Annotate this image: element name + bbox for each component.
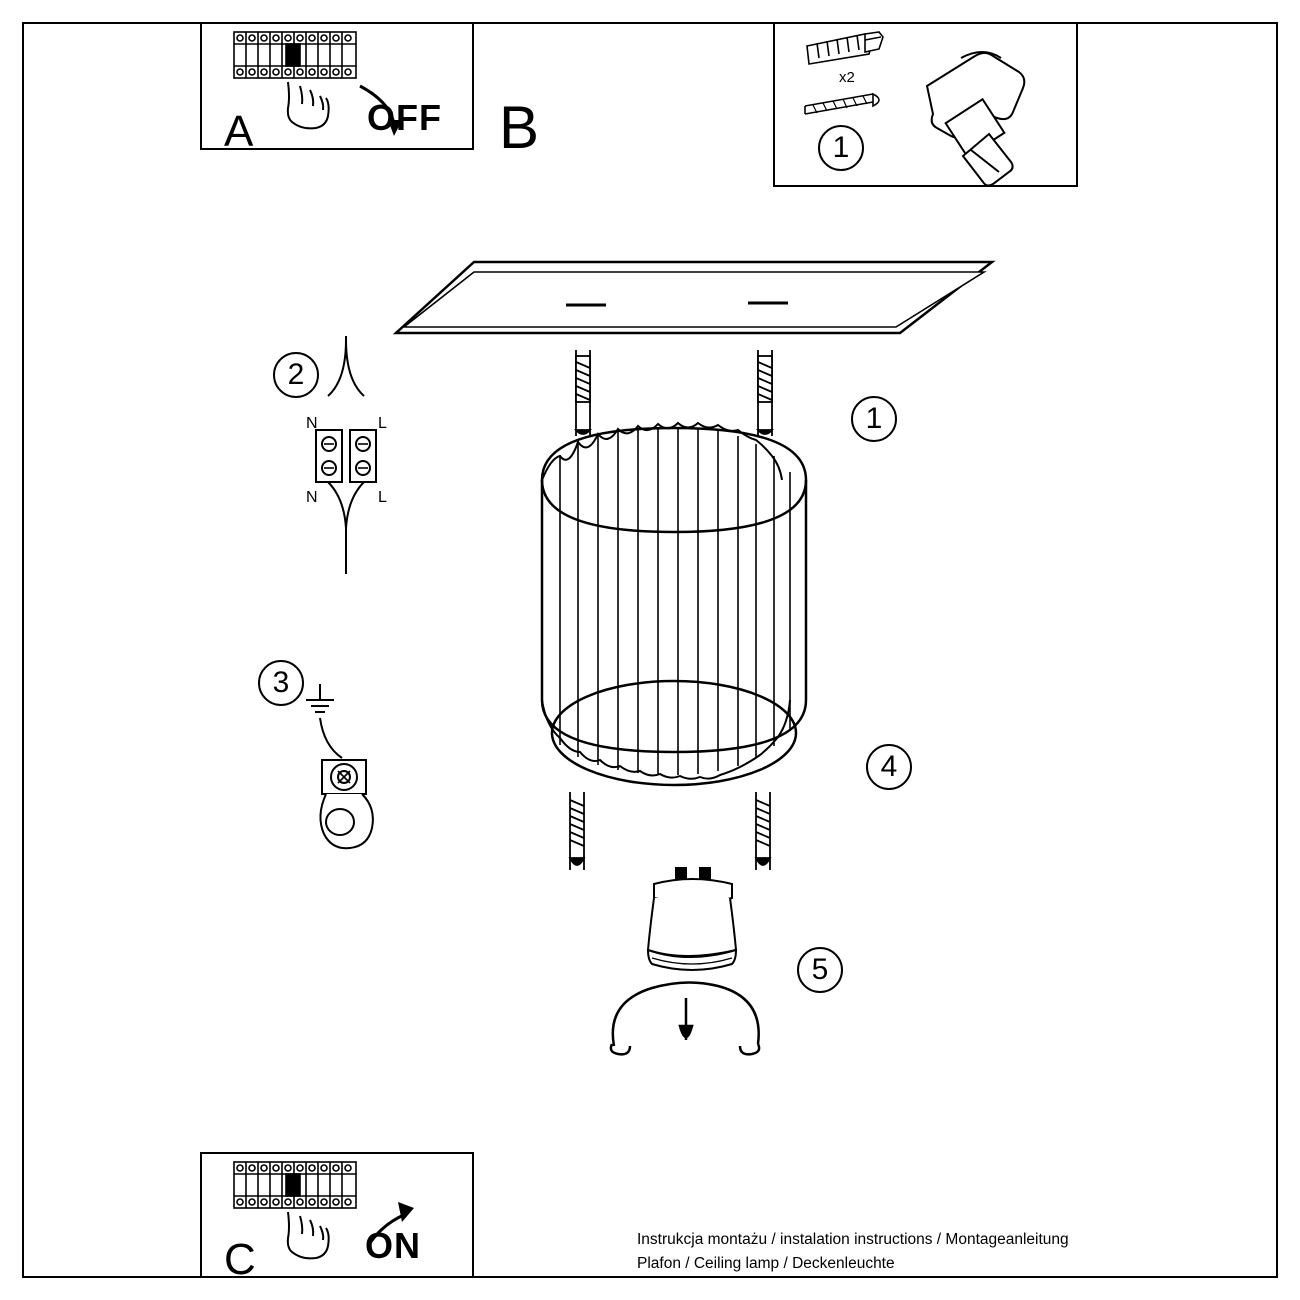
callout-3-earth: 3 — [258, 660, 304, 706]
callout-1-plate: 1 — [851, 396, 897, 442]
callout-5-bulb: 5 — [797, 947, 843, 993]
tools-quantity-label: x2 — [839, 69, 855, 86]
callout-1-tools: 1 — [818, 125, 864, 171]
step-c-on-label: ON — [365, 1225, 421, 1266]
earth-terminal-illustration — [296, 670, 406, 870]
upper-screw-left — [576, 350, 590, 436]
lamp-body — [542, 423, 806, 785]
step-a-letter: A — [224, 107, 254, 156]
callout-4-body: 4 — [866, 744, 912, 790]
connector-label-l-top: L — [378, 415, 387, 432]
step-b-letter: B — [499, 94, 540, 161]
connector-label-l-bottom: L — [378, 489, 387, 506]
upper-screw-right — [758, 350, 772, 436]
lower-screw-right — [756, 792, 770, 870]
footer-text — [637, 1228, 1069, 1276]
connector-label-n-bottom: N — [306, 489, 318, 506]
gu10-bulb — [648, 868, 736, 970]
wire-connector-illustration — [300, 330, 410, 590]
footer-line-2: Plafon / Ceiling lamp / Deckenleuchte — [637, 1255, 895, 1273]
callout-2-connector: 2 — [273, 352, 319, 398]
step-c-letter: C — [224, 1235, 256, 1284]
lower-screw-left — [570, 792, 584, 870]
ceiling-plate — [396, 262, 992, 333]
step-a-off-label: OFF — [367, 97, 442, 138]
footer-line-1: Instrukcja montażu / instalation instructions / Montageanleitung — [637, 1231, 1069, 1248]
connector-label-n-top: N — [306, 415, 318, 432]
retaining-spring — [611, 982, 759, 1054]
